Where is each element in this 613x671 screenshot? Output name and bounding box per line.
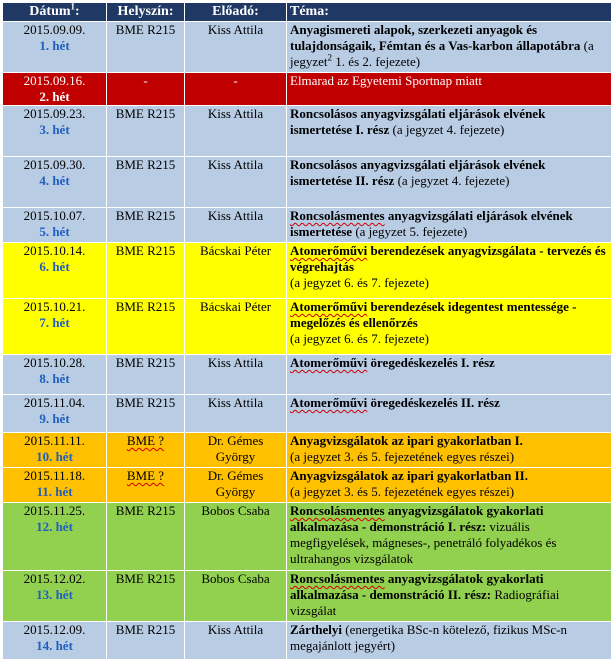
location-text: BME ? <box>126 468 165 483</box>
presenter-cell: Kiss Attila <box>185 355 287 395</box>
header-date-text: Dátum <box>29 4 71 19</box>
date-cell <box>3 395 107 433</box>
topic-title-lead: Roncsolásmentes <box>290 208 385 223</box>
topic-title: Roncsolásos anyagvizsgálati eljárások elvének ismertetése II. rész <box>290 157 546 188</box>
table-row <box>3 299 612 355</box>
header-row <box>3 3 612 22</box>
topic-title: berendezések idegentest mentessége - megelőzés és ellenőrzés <box>290 299 577 330</box>
topic-cell <box>287 468 612 503</box>
presenter-cell: Kiss Attila <box>185 208 287 243</box>
location-cell <box>107 468 185 503</box>
presenter-cell: Bobos Csaba <box>185 503 287 571</box>
date-cell <box>3 571 107 622</box>
week-label: 1. hét <box>39 38 70 53</box>
date-text: 2015.11.18. <box>23 468 86 483</box>
date-cell <box>3 299 107 355</box>
topic-title: Zárthelyi <box>290 622 342 637</box>
week-label: 12. hét <box>36 519 73 534</box>
topic-title: öregedéskezelés I. rész <box>367 355 495 370</box>
table-row <box>3 622 612 660</box>
date-cell <box>3 106 107 157</box>
topic-cell: Elmarad az Egyetemi Sportnap miatt <box>287 73 612 106</box>
table-row <box>3 22 612 73</box>
table-row <box>3 243 612 299</box>
date-text: 2015.09.30. <box>23 157 86 172</box>
date-cell <box>3 208 107 243</box>
table-row <box>3 355 612 395</box>
location-cell: BME R215 <box>107 22 185 73</box>
date-cell <box>3 468 107 503</box>
table-row <box>3 395 612 433</box>
presenter-cell: Bácskai Péter <box>185 243 287 299</box>
location-cell: BME R215 <box>107 208 185 243</box>
topic-title-lead: Atomerőművi <box>290 299 368 314</box>
topic-note: vizuális megfigyelések, mágneses-, penetráló folyadékos és ultrahangos vizsgálatok <box>290 519 557 566</box>
schedule-body <box>3 22 612 660</box>
location-cell: BME R215 <box>107 157 185 208</box>
topic-title: anyagvizsgálatok gyakorlati alkalmazása - demonstráció II. rész: <box>290 571 544 602</box>
date-cell <box>3 433 107 468</box>
topic-cell <box>287 299 612 355</box>
topic-note: (a jegyzet <box>290 38 594 69</box>
topic-title: Roncsolásos anyagvizsgálati eljárások elvének ismertetése I. rész <box>290 106 546 137</box>
presenter-cell: Dr. Gémes György <box>185 468 287 503</box>
presenter-cell: - <box>185 73 287 106</box>
table-row <box>3 157 612 208</box>
location-cell: BME R215 <box>107 395 185 433</box>
table-row <box>3 468 612 503</box>
topic-note: (energetika BSc-n kötelező, fizikus MSc-n megajánlott jegyért) <box>290 622 568 653</box>
topic-cell <box>287 157 612 208</box>
presenter-cell: Kiss Attila <box>185 622 287 660</box>
table-row <box>3 433 612 468</box>
date-text: 2015.10.07. <box>23 208 86 223</box>
topic-note-end: 1. és 2. fejezete) <box>332 54 421 69</box>
topic-note: (a jegyzet 4. fejezete) <box>389 122 505 137</box>
topic-cell <box>287 395 612 433</box>
topic-cell <box>287 622 612 660</box>
topic-cell <box>287 355 612 395</box>
header-topic: Téma: <box>287 3 612 22</box>
topic-title: anyagvizsgálati eljárások elvének ismertetése <box>290 208 573 239</box>
date-text: 2015.11.04. <box>23 395 86 410</box>
date-text: 2015.10.28. <box>23 355 86 370</box>
header-date <box>3 3 107 22</box>
header-location: Helyszín: <box>107 3 185 22</box>
topic-note: (a jegyzet 4. fejezete) <box>394 173 510 188</box>
week-label: 2. hét <box>39 89 70 104</box>
date-text: 2015.09.16. <box>23 73 86 88</box>
topic-note: (a jegyzet 6. és 7. fejezete) <box>290 275 429 290</box>
topic-cell <box>287 106 612 157</box>
topic-cell <box>287 503 612 571</box>
week-label: 10. hét <box>36 449 73 464</box>
date-text: 2015.10.14. <box>23 243 86 258</box>
presenter-cell: Kiss Attila <box>185 157 287 208</box>
location-cell <box>107 433 185 468</box>
location-text: BME ? <box>126 433 165 448</box>
table-row <box>3 503 612 571</box>
schedule-header <box>3 3 612 22</box>
topic-note: (a jegyzet 3. és 5. fejezetének egyes részei) <box>290 484 515 499</box>
topic-title: berendezések anyagvizsgálata - tervezés és végrehajtás <box>290 243 606 274</box>
location-cell: BME R215 <box>107 243 185 299</box>
table-row <box>3 106 612 157</box>
location-cell: BME R215 <box>107 106 185 157</box>
header-date-footnote: 1 <box>70 1 76 12</box>
date-text: 2015.09.09. <box>23 22 86 37</box>
date-text: 2015.12.02. <box>23 571 86 586</box>
date-cell <box>3 157 107 208</box>
date-text: 2015.11.11. <box>24 433 85 448</box>
topic-title-lead: Roncsolásmentes <box>290 571 385 586</box>
topic-note: (a jegyzet 6. és 7. fejezete) <box>290 331 429 346</box>
topic-note: (a jegyzet 5. fejezete) <box>352 224 468 239</box>
week-label: 13. hét <box>36 587 73 602</box>
week-label: 5. hét <box>39 224 70 239</box>
location-cell: BME R215 <box>107 622 185 660</box>
date-cell <box>3 355 107 395</box>
week-label: 8. hét <box>39 371 70 386</box>
topic-title: Anyagismereti alapok, szerkezeti anyagok és tulajdonságaik, Fémtan és a Vas-karbon állapotábra <box>290 22 581 53</box>
presenter-cell: Bobos Csaba <box>185 571 287 622</box>
week-label: 9. hét <box>39 411 70 426</box>
topic-cell <box>287 433 612 468</box>
date-cell <box>3 622 107 660</box>
topic-cell <box>287 22 612 73</box>
date-cell <box>3 243 107 299</box>
table-row <box>3 73 612 106</box>
date-text: 2015.11.25. <box>23 503 86 518</box>
week-label: 6. hét <box>39 259 70 274</box>
location-cell: BME R215 <box>107 355 185 395</box>
week-label: 7. hét <box>39 315 70 330</box>
header-presenter: Előadó: <box>185 3 287 22</box>
topic-note: Radiográfiai vizsgálat <box>290 587 560 618</box>
topic-title: Anyagvizsgálatok az ipari gyakorlatban II. <box>290 468 528 483</box>
presenter-cell: Bácskai Péter <box>185 299 287 355</box>
topic-cell <box>287 208 612 243</box>
week-label: 11. hét <box>36 484 73 499</box>
location-cell: BME R215 <box>107 299 185 355</box>
week-label: 4. hét <box>39 173 70 188</box>
date-cell <box>3 503 107 571</box>
table-row <box>3 208 612 243</box>
header-date-colon: : <box>75 4 80 19</box>
presenter-cell: Kiss Attila <box>185 22 287 73</box>
topic-title-lead: Atomerőművi <box>290 395 368 410</box>
date-text: 2015.09.23. <box>23 106 86 121</box>
table-row <box>3 571 612 622</box>
topic-title: Anyagvizsgálatok az ipari gyakorlatban I. <box>290 433 523 448</box>
location-cell: BME R215 <box>107 571 185 622</box>
location-cell: - <box>107 73 185 106</box>
date-cell <box>3 22 107 73</box>
week-label: 3. hét <box>39 122 70 137</box>
presenter-cell: Kiss Attila <box>185 106 287 157</box>
date-cell <box>3 73 107 106</box>
date-text: 2015.10.21. <box>23 299 86 314</box>
presenter-cell: Kiss Attila <box>185 395 287 433</box>
date-text: 2015.12.09. <box>23 622 86 637</box>
topic-note: (a jegyzet 3. és 5. fejezetének egyes részei) <box>290 449 515 464</box>
topic-cell <box>287 571 612 622</box>
topic-title-lead: Atomerőművi <box>290 243 368 258</box>
schedule-table <box>2 2 612 660</box>
topic-cell <box>287 243 612 299</box>
location-cell: BME R215 <box>107 503 185 571</box>
topic-title-lead: Atomerőművi <box>290 355 368 370</box>
topic-footnote: 2 <box>327 52 333 63</box>
week-label: 14. hét <box>36 638 73 653</box>
topic-title: anyagvizsgálatok gyakorlati alkalmazása - demonstráció I. rész: <box>290 503 544 534</box>
topic-title-lead: Roncsolásmentes <box>290 503 385 518</box>
topic-title: öregedéskezelés II. rész <box>367 395 500 410</box>
presenter-cell: Dr. Gémes György <box>185 433 287 468</box>
